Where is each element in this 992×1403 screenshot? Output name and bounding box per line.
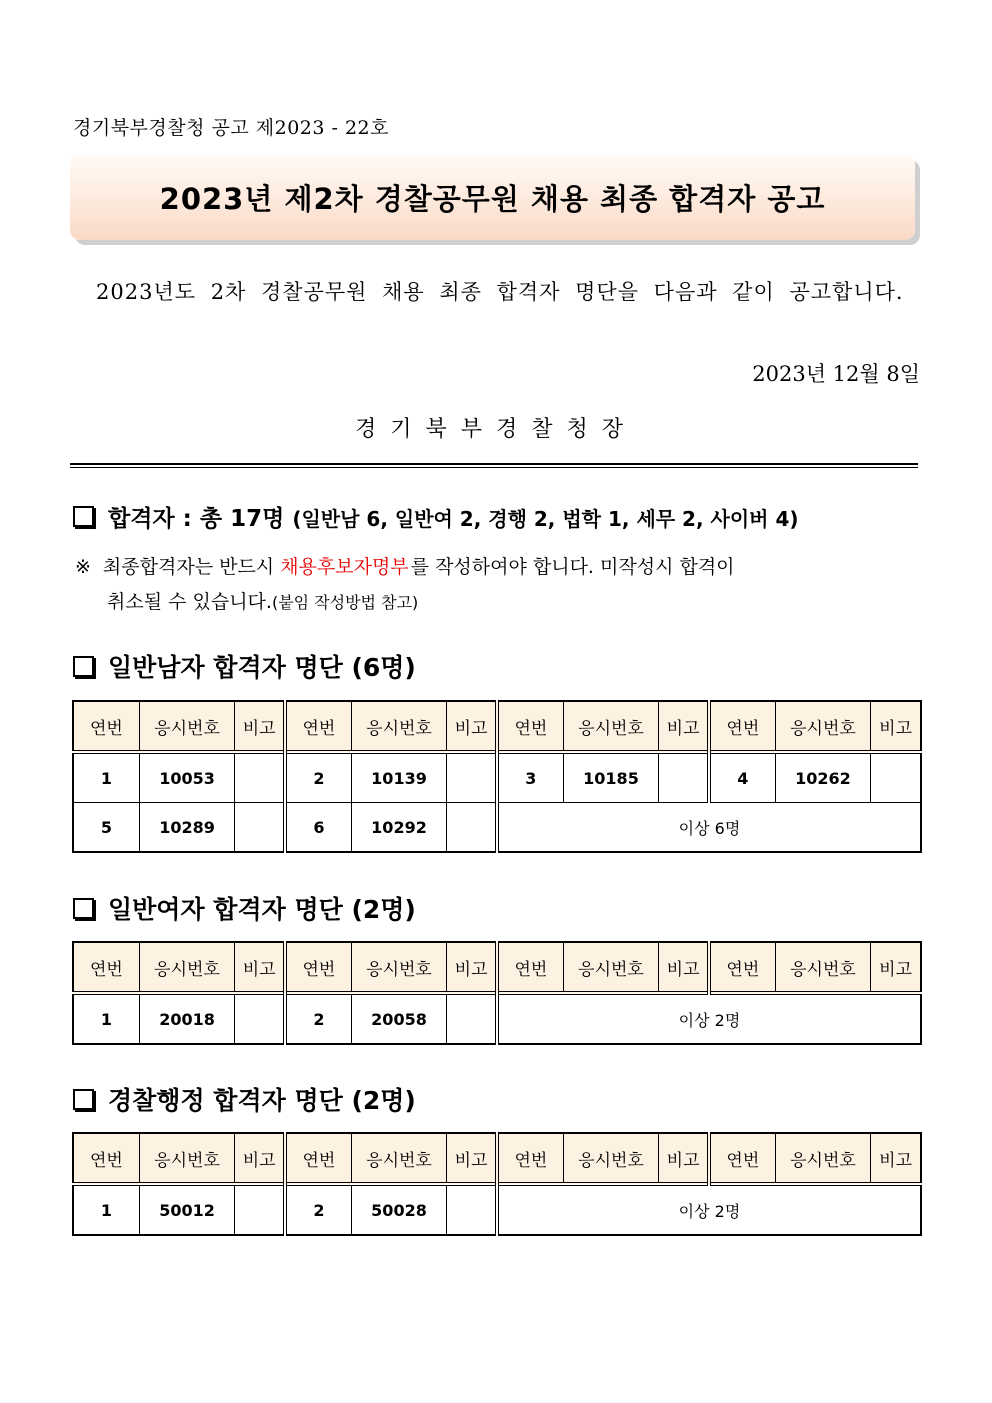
applicant-number-cell: 10053: [139, 752, 234, 803]
roster-table-police-admin: [72, 1132, 922, 1236]
row-number-cell: 2: [285, 752, 351, 803]
remarks-cell: [235, 1184, 285, 1235]
total-count-cell: 이상 6명: [497, 803, 921, 853]
section-heading: [73, 1081, 416, 1117]
checkbox-icon: [73, 1089, 94, 1110]
remarks-cell: [447, 993, 497, 1044]
column-header: 연번: [285, 942, 351, 993]
remarks-cell: [447, 752, 497, 803]
column-header: 연번: [285, 701, 351, 752]
table-row: [73, 803, 921, 853]
issuer-name: 경기북부경찰청장: [354, 417, 638, 442]
applicant-number-cell: 10292: [351, 803, 446, 853]
applicant-number-cell: 20058: [351, 993, 446, 1044]
divider-thick: [70, 463, 918, 465]
row-number-cell: 6: [285, 803, 351, 853]
applicant-number-cell: 10289: [139, 803, 234, 853]
notice-remark: [75, 550, 920, 620]
applicant-number-cell: 10139: [351, 752, 446, 803]
column-header: 응시번호: [351, 1133, 446, 1184]
row-number-cell: 1: [73, 993, 139, 1044]
column-header: 비고: [447, 942, 497, 993]
summary-label: 합격자 : 총 17명: [108, 506, 285, 532]
applicant-number-cell: 20018: [139, 993, 234, 1044]
remark-line2: 취소될 수 있습니다.: [107, 591, 272, 613]
total-count-cell: 이상 2명: [497, 993, 921, 1044]
remark-text-after: 를 작성하여야 합니다. 미작성시 합격이: [410, 556, 735, 578]
table-header-row: [73, 1133, 921, 1184]
roster-table-general-male: [72, 700, 922, 853]
remarks-cell: [447, 803, 497, 853]
notice-date: 2023년 12월 8일: [752, 362, 920, 386]
summary-line: [73, 500, 799, 533]
column-header: 응시번호: [139, 701, 234, 752]
applicant-number-cell: 50012: [139, 1184, 234, 1235]
summary-detail: (일반남 6, 일반여 2, 경행 2, 법학 1, 세무 2, 사이버 4): [292, 507, 799, 531]
title-banner: [70, 155, 915, 240]
section-heading-text: 일반남자 합격자 명단 (6명): [108, 653, 416, 682]
column-header: 연번: [709, 1133, 775, 1184]
remarks-cell: [659, 752, 709, 803]
column-header: 연번: [73, 1133, 139, 1184]
row-number-cell: 2: [285, 1184, 351, 1235]
column-header: 응시번호: [351, 701, 446, 752]
notice-number: 경기북부경찰청 공고 제2023 - 22호: [73, 117, 390, 139]
column-header: 연번: [497, 701, 563, 752]
checkbox-icon: [73, 506, 94, 527]
column-header: 비고: [871, 701, 921, 752]
remark-text-before: 최종합격자는 반드시: [102, 556, 281, 578]
row-number-cell: 3: [497, 752, 563, 803]
table-row: [73, 993, 921, 1044]
column-header: 비고: [235, 701, 285, 752]
applicant-number-cell: 50028: [351, 1184, 446, 1235]
column-header: 연번: [497, 1133, 563, 1184]
table-row: [73, 1184, 921, 1235]
column-header: 연번: [73, 701, 139, 752]
roster-table-general-female: [72, 941, 922, 1045]
row-number-cell: 2: [285, 993, 351, 1044]
row-number-cell: 5: [73, 803, 139, 853]
table-header-row: [73, 942, 921, 993]
column-header: 응시번호: [775, 1133, 870, 1184]
row-number-cell: 1: [73, 752, 139, 803]
column-header: 비고: [659, 1133, 709, 1184]
page-title: 2023년 제2차 경찰공무원 채용 최종 합격자 공고: [159, 182, 826, 216]
row-number-cell: 4: [709, 752, 775, 803]
remarks-cell: [235, 752, 285, 803]
column-header: 응시번호: [139, 942, 234, 993]
column-header: 비고: [659, 942, 709, 993]
section-heading-text: 일반여자 합격자 명단 (2명): [108, 895, 416, 924]
remarks-cell: [235, 993, 285, 1044]
column-header: 응시번호: [351, 942, 446, 993]
remark-line2-small: (붙임 작성방법 참고): [271, 593, 419, 612]
column-header: 비고: [235, 942, 285, 993]
remarks-cell: [235, 803, 285, 853]
intro-paragraph: 2023년도 2차 경찰공무원 채용 최종 합격자 명단을 다음과 같이 공고합니다.: [96, 280, 904, 304]
checkbox-icon: [73, 898, 94, 919]
column-header: 응시번호: [563, 1133, 658, 1184]
table-header-row: [73, 701, 921, 752]
column-header: 응시번호: [775, 701, 870, 752]
section-heading: [73, 648, 416, 684]
column-header: 비고: [447, 701, 497, 752]
column-header: 비고: [659, 701, 709, 752]
column-header: 응시번호: [139, 1133, 234, 1184]
reference-mark-icon: ※: [75, 556, 91, 578]
divider-thin: [70, 467, 918, 468]
section-heading-text: 경찰행정 합격자 명단 (2명): [108, 1086, 416, 1115]
applicant-number-cell: 10262: [775, 752, 870, 803]
remarks-cell: [447, 1184, 497, 1235]
section-heading: [73, 890, 416, 926]
applicant-number-cell: 10185: [563, 752, 658, 803]
column-header: 응시번호: [563, 701, 658, 752]
column-header: 비고: [235, 1133, 285, 1184]
remarks-cell: [871, 752, 921, 803]
total-count-cell: 이상 2명: [497, 1184, 921, 1235]
checkbox-icon: [73, 656, 94, 677]
column-header: 연번: [497, 942, 563, 993]
column-header: 연번: [709, 942, 775, 993]
column-header: 비고: [871, 1133, 921, 1184]
column-header: 비고: [447, 1133, 497, 1184]
column-header: 비고: [871, 942, 921, 993]
column-header: 연번: [73, 942, 139, 993]
row-number-cell: 1: [73, 1184, 139, 1235]
table-row: [73, 752, 921, 803]
column-header: 연번: [285, 1133, 351, 1184]
column-header: 연번: [709, 701, 775, 752]
column-header: 응시번호: [775, 942, 870, 993]
column-header: 응시번호: [563, 942, 658, 993]
remark-highlight: 채용후보자명부: [280, 556, 409, 578]
